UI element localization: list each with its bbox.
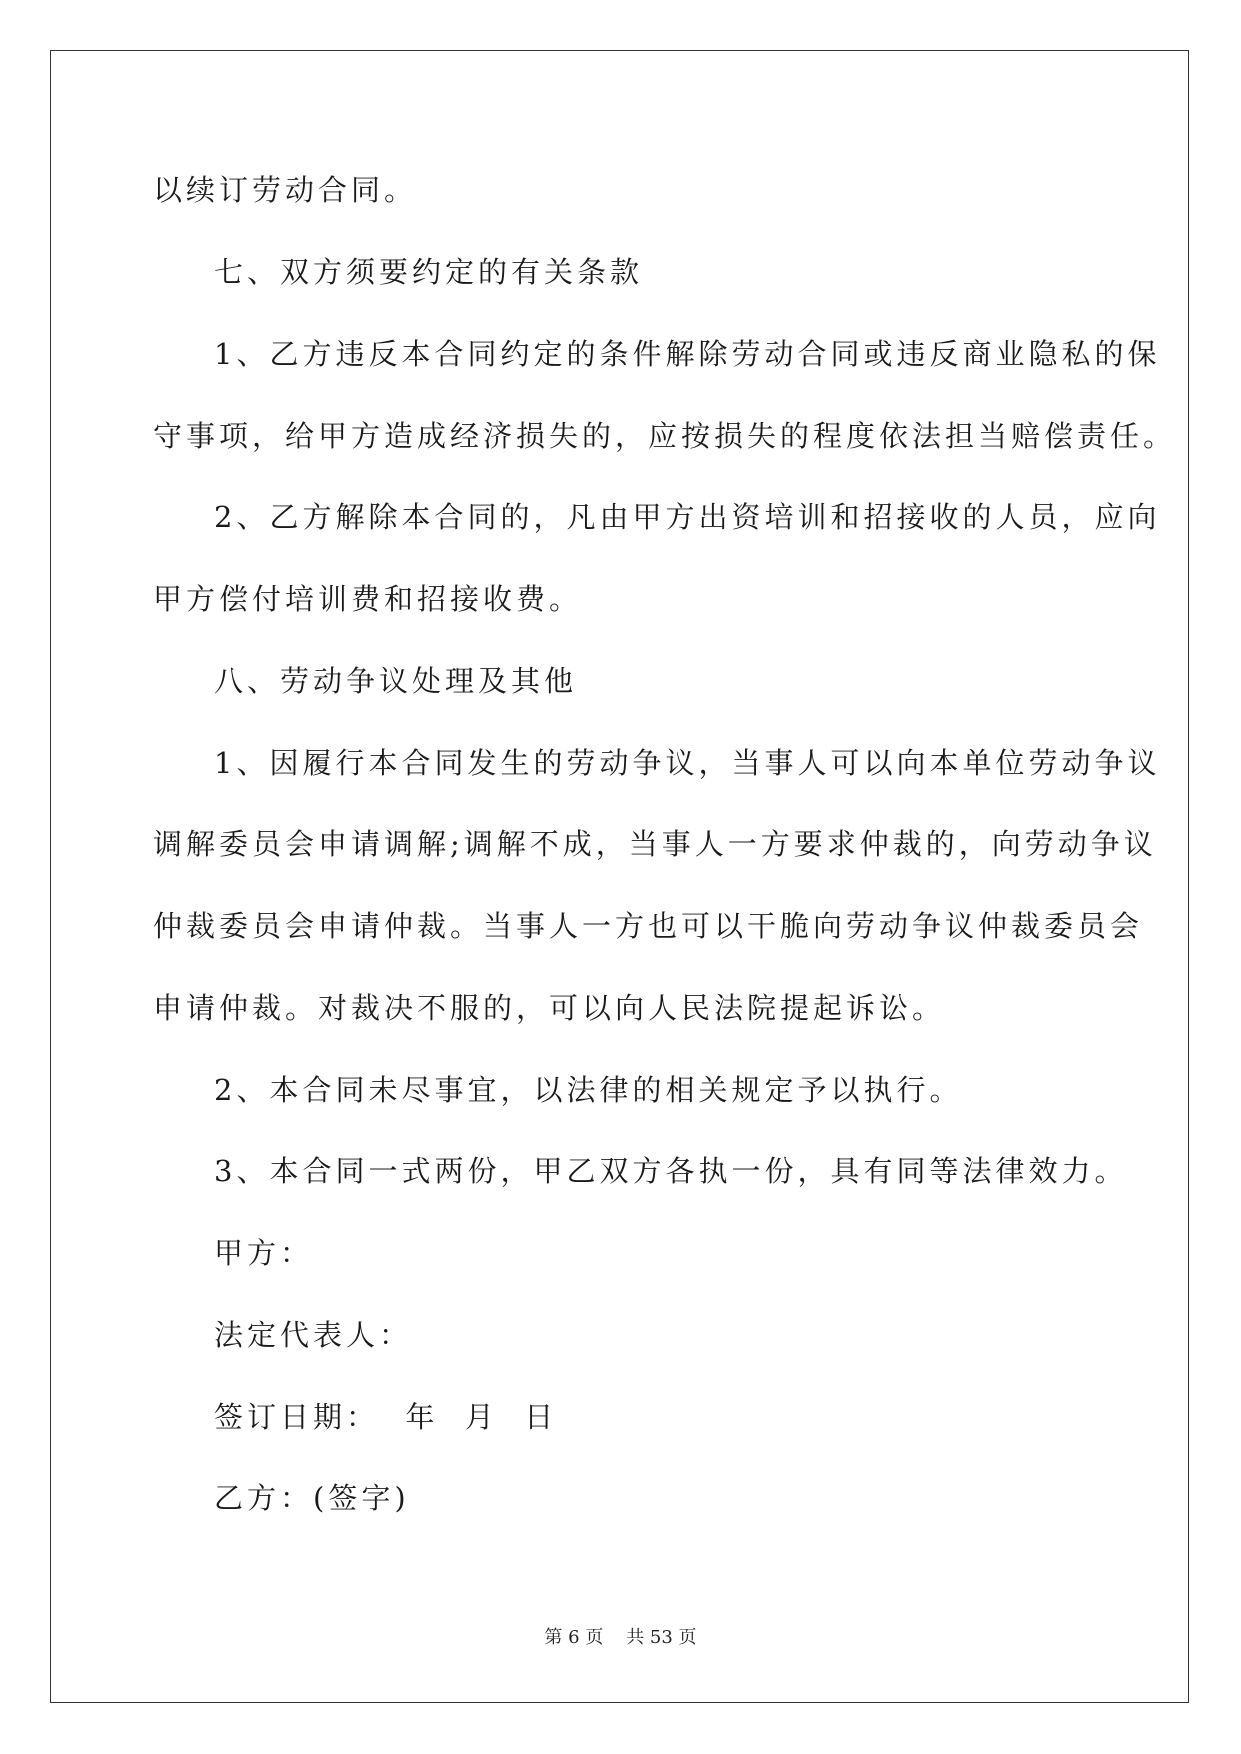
clause-8-2: 2、本合同未尽事宜，以法律的相关规定予以执行。	[214, 1073, 963, 1107]
section-heading-7: 七、双方须要约定的有关条款	[214, 255, 644, 289]
party-b-signature-label: 乙方：(签字)	[214, 1481, 410, 1515]
clause-8-1-line-1: 1、因履行本合同发生的劳动争议，当事人可以向本单位劳动争议	[214, 746, 1161, 780]
party-a-label: 甲方：	[214, 1236, 314, 1270]
page-border	[50, 50, 1189, 1703]
clause-8-1-line-4: 申请仲裁。对裁决不服的，可以向人民法院提起诉讼。	[153, 991, 946, 1025]
clause-8-1-line-2: 调解委员会申请调解;调解不成，当事人一方要求仲裁的，向劳动争议	[153, 827, 1157, 861]
clause-7-2-line-1: 2、乙方解除本合同的，凡由甲方出资培训和招接收的人员，应向	[214, 500, 1161, 534]
clause-7-1-line-2: 守事项，给甲方造成经济损失的，应按损失的程度依法担当赔偿责任。	[153, 419, 1177, 453]
signing-date-label: 签订日期： 年 月 日	[214, 1400, 558, 1434]
clause-7-1-line-1: 1、乙方违反本合同约定的条件解除劳动合同或违反商业隐私的保	[214, 337, 1161, 371]
text-line-continuation: 以续订劳动合同。	[153, 173, 418, 207]
page-number-footer: 第 6 页 共 53 页	[544, 1627, 697, 1648]
clause-7-2-line-2: 甲方偿付培训费和招接收费。	[153, 582, 583, 616]
clause-8-3: 3、本合同一式两份，甲乙双方各执一份，具有同等法律效力。	[214, 1154, 1128, 1188]
section-heading-8: 八、劳动争议处理及其他	[214, 664, 578, 698]
legal-representative-label: 法定代表人：	[214, 1318, 413, 1352]
clause-8-1-line-3: 仲裁委员会申请仲裁。当事人一方也可以干脆向劳动争议仲裁委员会	[153, 909, 1144, 943]
